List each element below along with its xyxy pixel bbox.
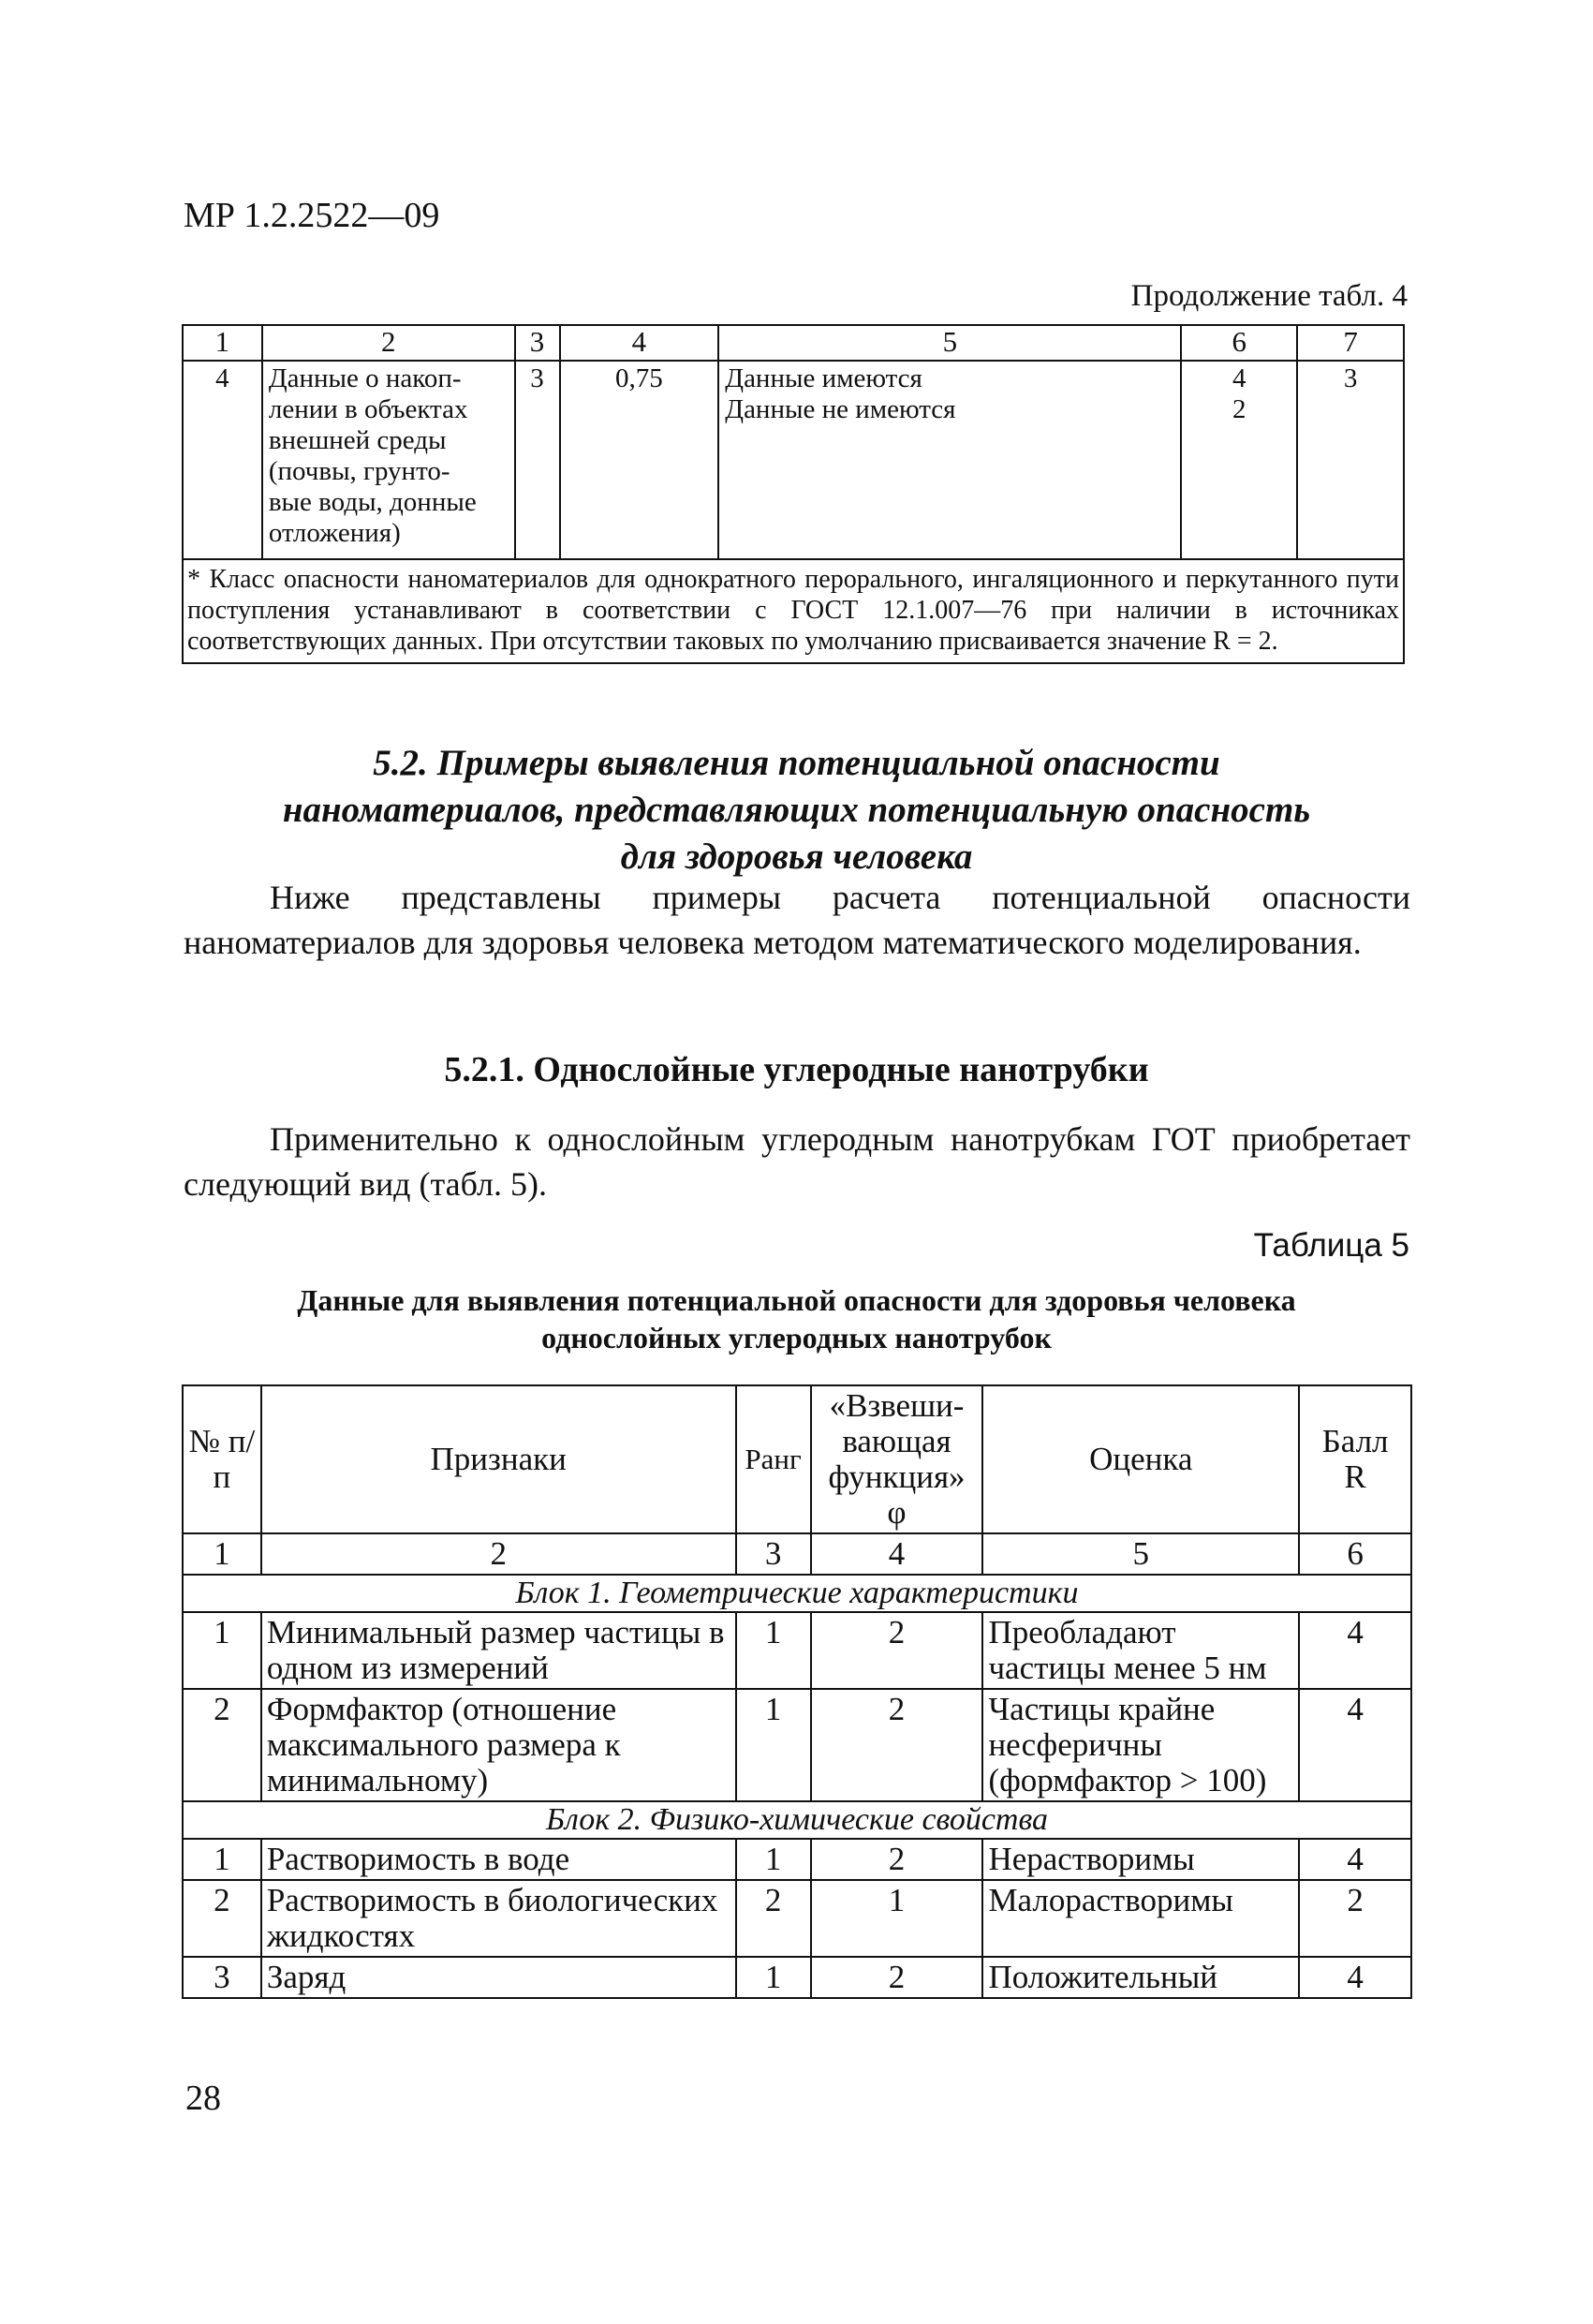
evaluation-cell: Положительный [982,1957,1299,1998]
header-line: функция» φ [828,1458,966,1531]
feature-line: лении в объектах [268,394,468,424]
feature-cell: Растворимость в биологических жидкостях [261,1880,736,1957]
header-weight [811,1385,983,1533]
evaluation-cell: Частицы крайне несферичны (формфактор > 100) [982,1689,1299,1801]
col-number: 4 [811,1533,983,1575]
feature-line: (почвы, грунто- [268,456,450,486]
row-number: 2 [183,1689,261,1801]
feature-line: вые воды, донные [268,487,477,517]
table-row [183,1880,1411,1957]
heading-line: 5.2. Примеры выявления потенциальной опасности [373,743,1220,783]
weight-cell: 2 [811,1612,983,1689]
table-row [183,1612,1411,1689]
evaluation-cell: Преобладают частицы менее 5 нм [982,1612,1299,1689]
row-number: 1 [183,1839,261,1880]
feature-line: отложения) [268,518,401,548]
table-row [183,1689,1411,1801]
col-number: 3 [515,325,560,361]
weight-cell: 2 [811,1689,983,1801]
evaluation-cell: Малорастворимы [982,1880,1299,1957]
feature-cell: Минимальный размер частицы в одном из измерений [261,1612,736,1689]
score-value: 4 [1232,363,1246,393]
header-evaluation: Оценка [982,1385,1299,1533]
col-number: 7 [1297,325,1404,361]
col-number: 5 [982,1533,1299,1575]
score-cell [1181,361,1297,559]
col-number: 6 [1299,1533,1411,1575]
rank-cell: 1 [736,1612,811,1689]
col-number: 2 [262,325,515,361]
section-heading-5-2 [0,740,1593,881]
row-number: 4 [183,361,262,559]
weight-cell: 1 [811,1880,983,1957]
header-line: Балл [1321,1423,1389,1459]
col7-cell: 3 [1297,361,1404,559]
col-number: 5 [718,325,1181,361]
feature-cell: Растворимость в воде [261,1839,736,1880]
section-5-2-paragraph: Ниже представлены примеры расчета потенциальной опасности наноматериалов для здоровья человека методом математического моделирования. [184,879,1410,961]
block-title-row [183,1801,1411,1839]
block-1-title: Блок 1. Геометрические характеристики [183,1575,1411,1612]
title-line: Данные для выявления потенциальной опасности для здоровья человека [297,1283,1296,1317]
table-4-continuation [182,324,1405,664]
block-title-row [183,1575,1411,1612]
score-cell: 4 [1299,1839,1411,1880]
row-number: 1 [183,1612,261,1689]
heading-line: наноматериалов, представляющих потенциальную опасность [282,790,1311,830]
rank-cell: 1 [736,1689,811,1801]
table-5 [182,1384,1412,1999]
section-5-2-1-paragraph: Применительно к однослойным углеродным нанотрубкам ГОТ приобретает следующий вид (табл. 5). [184,1120,1410,1203]
rank-cell: 2 [736,1880,811,1957]
score-cell: 2 [1299,1880,1411,1957]
row-number: 3 [183,1957,261,1998]
score-value: 2 [1232,394,1246,424]
section-heading-5-2-1: 5.2.1. Однослойные углеродные нанотрубки [444,1050,1149,1089]
rank-cell: 1 [736,1957,811,1998]
weight-cell: 2 [811,1957,983,1998]
evaluation-cell [718,361,1181,559]
weight-cell: 0,75 [560,361,719,559]
rank-cell: 1 [736,1839,811,1880]
feature-line: внешней среды [268,425,447,455]
table-continuation-label: Продолжение табл. 4 [1130,279,1408,313]
column-number-row [183,1533,1411,1575]
footnote: * Класс опасности наноматериалов для однократного перорального, ингаляционного и перкутанного пути поступления устанавливают в соответствии с ГОСТ 12.1.007—76 при наличии в источниках соответствующих данных. При отсутствии таковых по умолчанию присваивается значение R = 2. [183,559,1404,663]
feature-cell: Формфактор (отношение максимального размера к минимальному) [261,1689,736,1801]
header-score [1299,1385,1411,1533]
header-number: № п/п [183,1385,261,1533]
feature-line: Данные о накоп- [268,363,462,393]
header-line: вающая [842,1423,951,1459]
block-2-title: Блок 2. Физико-химические свойства [183,1801,1411,1839]
table-header-row [183,1385,1411,1533]
feature-cell [262,361,515,559]
table-row [183,1957,1411,1998]
col-number: 6 [1181,325,1297,361]
header-features: Признаки [261,1385,736,1533]
score-cell: 4 [1299,1612,1411,1689]
rank-cell: 3 [515,361,560,559]
title-line: однослойных углеродных нанотрубок [541,1321,1052,1354]
header-line: R [1344,1458,1366,1495]
table-5-label: Таблица 5 [1253,1227,1409,1264]
evaluation-cell: Нерастворимы [982,1839,1299,1880]
header-rank: Ранг [736,1385,811,1533]
feature-cell: Заряд [261,1957,736,1998]
col-number: 4 [560,325,719,361]
table-row [183,1839,1411,1880]
heading-line: для здоровья человека [620,836,973,877]
footnote-row [183,559,1404,663]
score-cell: 4 [1299,1689,1411,1801]
score-cell: 4 [1299,1957,1411,1998]
table-row [183,361,1404,559]
col-number: 3 [736,1533,811,1575]
page-number: 28 [185,2079,221,2118]
evaluation-option: Данные имеются [725,363,922,393]
evaluation-option: Данные не имеются [725,394,956,424]
row-number: 2 [183,1880,261,1957]
table-5-title [0,1281,1593,1356]
col-number: 1 [183,325,262,361]
header-line: «Взвеши- [829,1387,965,1424]
table-header-row [183,325,1404,361]
col-number: 1 [183,1533,261,1575]
weight-cell: 2 [811,1839,983,1880]
document-number: МР 1.2.2522—09 [184,196,440,235]
col-number: 2 [261,1533,736,1575]
